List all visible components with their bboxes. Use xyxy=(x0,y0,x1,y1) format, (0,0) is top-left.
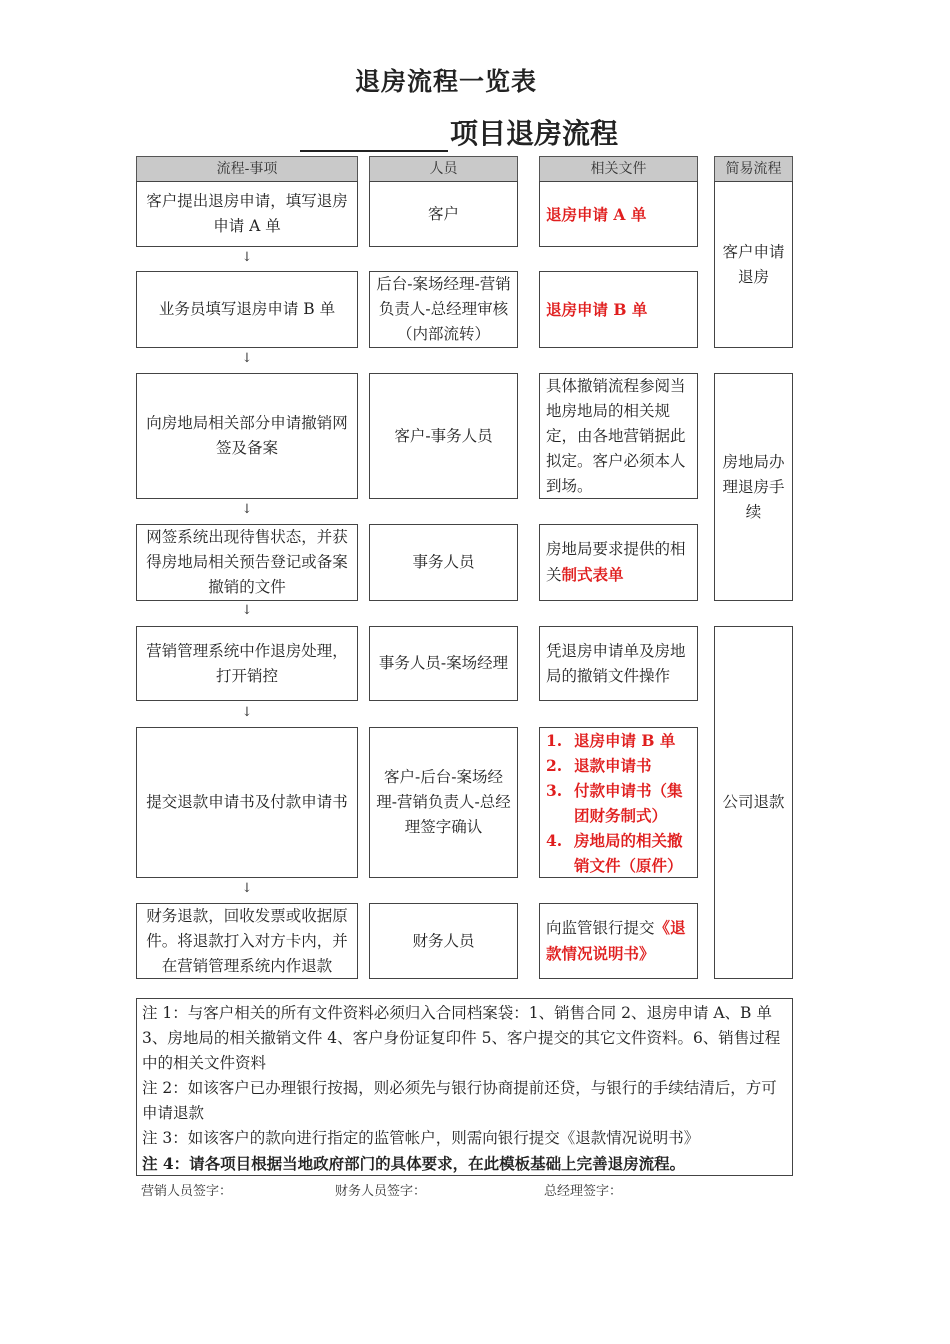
step-box: 业务员填写退房申请 B 单 xyxy=(136,271,358,348)
people-box: 客户 xyxy=(369,181,518,247)
doc-list-item: 2. 退款申请书 xyxy=(546,755,652,775)
note-4: 注 4：请各项目根据当地政府部门的具体要求，在此模板基础上完善退房流程。 xyxy=(142,1154,686,1173)
people-box: 财务人员 xyxy=(369,903,518,979)
gm-signature-label: 总经理签字： xyxy=(544,1184,623,1199)
note-1: 注 1：与客户相关的所有文件资料必须归入合同档案袋：1、销售合同 2、退房申请 A、B 单 3、房地局的相关撤销文件 4、客户身份证复印件 5、客户提交的其它文件资料。6、销售过程中的相关文件资料 xyxy=(142,1004,781,1072)
step-box: 营销管理系统中作退房处理，打开销控 xyxy=(136,626,358,701)
simple-flow-box: 公司退款 xyxy=(714,626,793,979)
step-box: 向房地局相关部分申请撤销网签及备案 xyxy=(136,373,358,499)
doc-box: 凭退房申请单及房地局的撤销文件操作 xyxy=(539,626,698,701)
flow-arrow: ↓ xyxy=(241,603,253,618)
doc-box xyxy=(539,903,698,979)
people-box: 事务人员-案场经理 xyxy=(369,626,518,701)
subtitle-text: 项目退房流程 xyxy=(450,117,619,150)
doc-list-item: 1. 退房申请 B 单 xyxy=(546,730,676,750)
doc-red-text: 退房申请 A 单 xyxy=(546,204,647,224)
doc-list xyxy=(546,728,693,878)
step-box: 网签系统出现待售状态，并获得房地局相关预告登记或备案撤销的文件 xyxy=(136,524,358,601)
people-box: 后台-案场经理-营销负责人-总经理审核（内部流转） xyxy=(369,271,518,348)
doc-box xyxy=(539,271,698,348)
doc-list-item: 4. 房地局的相关撤销文件（原件） xyxy=(546,830,683,875)
header-docs: 相关文件 xyxy=(539,156,698,182)
flow-arrow: ↓ xyxy=(241,351,253,366)
project-name-blank xyxy=(300,122,448,152)
note-3: 注 3：如该客户的款向进行指定的监管帐户，则需向银行提交《退款情况说明书》 xyxy=(142,1129,700,1147)
doc-plain-text: 房地局要求提供的相关 xyxy=(546,540,686,584)
doc-plain-text: 向监管银行提交 xyxy=(546,919,655,937)
page-title: 退房流程一览表 xyxy=(354,67,537,96)
header-simple: 简易流程 xyxy=(714,156,793,182)
header-people: 人员 xyxy=(369,156,518,182)
notes-box xyxy=(136,998,793,1176)
step-box: 客户提出退房申请，填写退房申请 A 单 xyxy=(136,181,358,247)
simple-flow-box: 客户申请退房 xyxy=(714,181,793,348)
flow-arrow: ↓ xyxy=(241,250,253,265)
people-box: 客户-事务人员 xyxy=(369,373,518,499)
people-box: 事务人员 xyxy=(369,524,518,601)
doc-red-text: 制式表单 xyxy=(561,565,624,584)
simple-flow-box: 房地局办理退房手续 xyxy=(714,373,793,601)
people-box: 客户-后台-案场经理-营销负责人-总经理签字确认 xyxy=(369,727,518,878)
doc-red-text: 退房申请 B 单 xyxy=(546,300,648,319)
doc-box xyxy=(539,524,698,601)
doc-box xyxy=(539,181,698,247)
flow-arrow: ↓ xyxy=(241,705,253,720)
note-2: 注 2：如该客户已办理银行按揭，则必须先与银行协商提前还贷，与银行的手续结清后，方可申请退款 xyxy=(142,1079,777,1122)
doc-list-item: 3. 付款申请书（集团财务制式） xyxy=(546,780,683,825)
doc-box xyxy=(539,727,698,878)
finance-signature-label: 财务人员签字： xyxy=(335,1184,427,1199)
flow-arrow: ↓ xyxy=(241,881,253,896)
page-subtitle xyxy=(300,112,618,152)
doc-box: 具体撤销流程参阅当地房地局的相关规定，由各地营销据此拟定。客户必须本人到场。 xyxy=(539,373,698,499)
flow-arrow: ↓ xyxy=(241,502,253,517)
sales-signature-label: 营销人员签字： xyxy=(141,1184,233,1199)
header-steps: 流程-事项 xyxy=(136,156,358,182)
step-box: 财务退款，回收发票或收据原件。将退款打入对方卡内，并在营销管理系统内作退款 xyxy=(136,903,358,979)
doc-red-text: 《退款情况说明书》 xyxy=(546,918,686,963)
step-box: 提交退款申请书及付款申请书 xyxy=(136,727,358,878)
